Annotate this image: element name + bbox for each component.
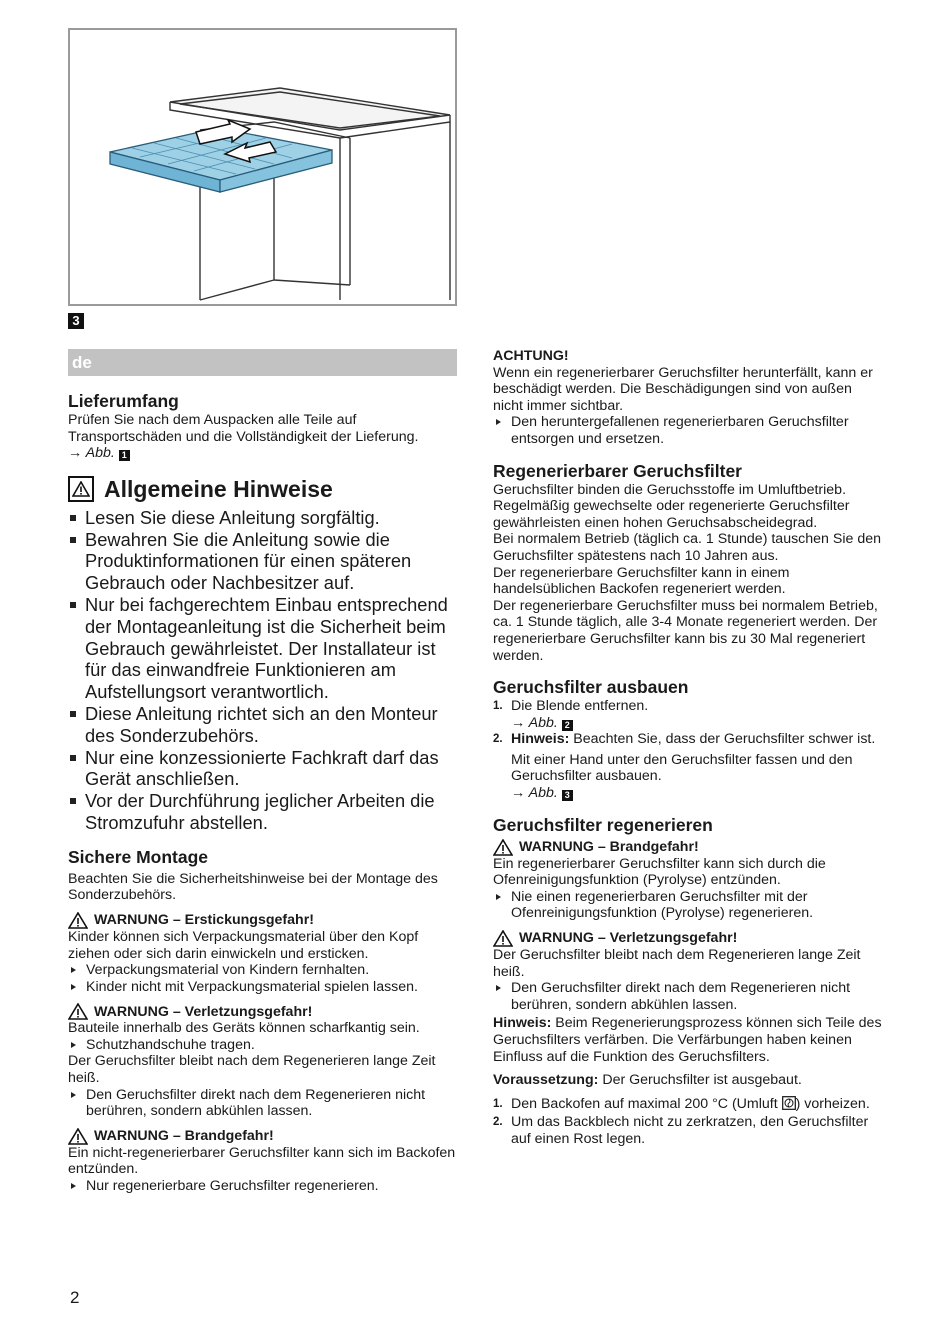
filter-drawer-drawing: [70, 30, 455, 304]
step-item: 1. Die Blende entfernen. → Abb. 2: [493, 698, 649, 731]
voraussetzung-paragraph: Voraussetzung: Der Geruchsfilter ist ausgebaut.: [493, 1072, 802, 1089]
warning-triangle-icon: [493, 839, 513, 856]
regenerieren-steps: [493, 1096, 883, 1148]
sichere-heading: Sichere Montage: [68, 846, 209, 867]
step-item: 1. Den Backofen auf maximal 200 °C (Umluft ) vorheizen.: [493, 1095, 870, 1112]
figure-ref-badge: 1: [119, 450, 130, 461]
ausbauen-heading: Geruchsfilter ausbauen: [493, 677, 689, 698]
list-item: Nur bei fachgerechtem Einbau entsprechend der Montageanleitung ist die Sicherheit beim Gebrauch gewährleistet. Der Installateur ist für das einwandfreie Funktionieren am Aufstellungsort verantwortlich.: [68, 594, 457, 703]
lieferumfang-ref: → Abb. 1: [68, 445, 457, 462]
lieferumfang-heading: Lieferumfang: [68, 391, 179, 411]
warning-label: WARNUNG – Erstickungsgefahr!: [68, 912, 457, 929]
step-item: 2. Um das Backblech nicht zu zerkratzen, den Geruchsfilter auf einen Rost legen.: [493, 1114, 869, 1147]
warning-label: WARNUNG – Verletzungsgefahr!: [493, 930, 883, 947]
lieferumfang-text: Prüfen Sie nach dem Auspacken alle Teile auf Transportschäden und die Vollständigkeit der Lieferung.: [68, 412, 419, 445]
list-item: Kinder nicht mit Verpackungsmaterial spielen lassen.: [68, 979, 457, 996]
warning-triangle-icon: [68, 1128, 88, 1145]
warning-label: WARNUNG – Verletzungsgefahr!: [68, 1003, 457, 1020]
regenerierbar-heading: Regenerierbarer Geruchsfilter: [493, 460, 742, 481]
paragraph: Geruchsfilter binden die Geruchsstoffe im Umluftbetrieb. Regelmäßig gewechselte oder regenerierte Geruchsfilter gewährleisten einen hohen Geruchsabscheidegrad.: [493, 481, 850, 531]
warning-label: WARNUNG – Brandgefahr!: [493, 839, 883, 856]
right-column: [493, 348, 883, 1148]
achtung-text: Wenn ein regenerierbarer Geruchsfilter herunterfällt, kann er beschädigt werden. Die Beschädigungen sind von außen nicht immer sichtbar.: [493, 364, 873, 414]
paragraph: Der regenerierbare Geruchsfilter muss bei normalem Betrieb, ca. 1 Stunde täglich, alle 3-4 Monate regeneriert werden. Der regenerierbare Geruchsfilter kann bis zu 30 Mal regeneriert werden.: [493, 597, 878, 664]
warning-text: Der Geruchsfilter bleibt nach dem Regenerieren lange Zeit heiß.: [493, 947, 861, 980]
list-item: Den heruntergefallenen regenerierbaren Geruchsfilter entsorgen und ersetzen.: [493, 414, 883, 447]
warning-text: Bauteile innerhalb des Geräts können scharfkantig sein.: [68, 1020, 420, 1037]
paragraph: Der regenerierbare Geruchsfilter kann in einem handelsüblichen Backofen regeneriert werden.: [493, 564, 790, 598]
list-item: Schutzhandschuhe tragen.: [68, 1037, 457, 1054]
warning-actions: [68, 1087, 457, 1120]
warning-triangle-icon: [68, 1003, 88, 1020]
warning-text: Kinder können sich Verpackungsmaterial über den Kopf ziehen oder sich darin einwickeln und ersticken.: [68, 928, 419, 962]
convection-fan-icon: [782, 1096, 796, 1110]
warning-text: Ein nicht-regenerierbarer Geruchsfilter kann sich im Backofen entzünden.: [68, 1144, 456, 1178]
regenerieren-heading: Geruchsfilter regenerieren: [493, 814, 713, 835]
filter-illustration: [68, 28, 457, 306]
hinweis-paragraph: Hinweis: Beim Regenerierungsprozess können sich Teile des Geruchsfilters verfärben. Die Verfärbungen haben keinen Einfluss auf die Funktion des Geruchsfilters.: [493, 1015, 882, 1065]
warning-triangle-icon: [68, 912, 88, 929]
allgemeine-heading: Allgemeine Hinweise: [68, 475, 457, 503]
warning-text: Ein regenerierbarer Geruchsfilter kann sich durch die Ofenreinigungsfunktion (Pyrolyse) entzünden.: [493, 855, 826, 889]
achtung-label: ACHTUNG!: [493, 348, 569, 364]
sichere-intro: Beachten Sie die Sicherheitshinweise bei der Montage des Sonderzubehörs.: [68, 870, 438, 904]
warning-actions: [68, 962, 457, 995]
ausbauen-steps: [493, 698, 883, 802]
list-item: Den Geruchsfilter direkt nach dem Regenerieren nicht berühren, sondern abkühlen lassen.: [493, 980, 883, 1013]
list-item: Vor der Durchführung jeglicher Arbeiten die Stromzufuhr abstellen.: [68, 790, 457, 834]
list-item: Diese Anleitung richtet sich an den Monteur des Sonderzubehörs.: [68, 703, 457, 747]
warning-actions: [68, 1178, 457, 1195]
list-item: Verpackungsmaterial von Kindern fernhalten.: [68, 962, 457, 979]
warning-actions: [493, 980, 883, 1013]
page-number: 2: [70, 1288, 80, 1307]
step-item: 2. Hinweis: Beachten Sie, dass der Geruchsfilter schwer ist. Mit einer Hand unter den Geruchsfilter fassen und den Geruchsfilter ausbauen. → Abb. 3: [493, 731, 876, 802]
warning-actions: [68, 1037, 457, 1054]
achtung-actions: [493, 414, 883, 447]
list-item: Den Geruchsfilter direkt nach dem Regenerieren nicht berühren, sondern abkühlen lassen.: [68, 1087, 457, 1120]
list-item: Bewahren Sie die Anleitung sowie die Produktinformationen für einen späteren Gebrauch oder Nachbesitzer auf.: [68, 529, 457, 594]
paragraph: Bei normalem Betrieb (täglich ca. 1 Stunde) tauschen Sie den Geruchsfilter spätestens nach 10 Jahren aus.: [493, 531, 882, 564]
left-column: [68, 391, 457, 1195]
warning-text: Der Geruchsfilter bleibt nach dem Regenerieren lange Zeit heiß.: [68, 1053, 436, 1087]
figure-ref-badge: 2: [562, 720, 573, 731]
allgemeine-list: [68, 507, 457, 834]
list-item: Nur regenerierbare Geruchsfilter regenerieren.: [68, 1178, 457, 1195]
list-item: Nie einen regenerierbaren Geruchsfilter mit der Ofenreinigungsfunktion (Pyrolyse) regenerieren.: [493, 889, 883, 922]
warning-label: WARNUNG – Brandgefahr!: [68, 1128, 457, 1145]
list-item: Lesen Sie diese Anleitung sorgfältig.: [68, 507, 457, 529]
warning-actions: [493, 889, 883, 922]
figure-number: 3: [68, 313, 84, 329]
warning-box-icon: [68, 476, 94, 502]
warning-triangle-icon: [493, 930, 513, 947]
list-item: Nur eine konzessionierte Fachkraft darf das Gerät anschließen.: [68, 747, 457, 791]
language-tag-bar: de: [68, 349, 457, 376]
figure-ref-badge: 3: [562, 790, 573, 801]
